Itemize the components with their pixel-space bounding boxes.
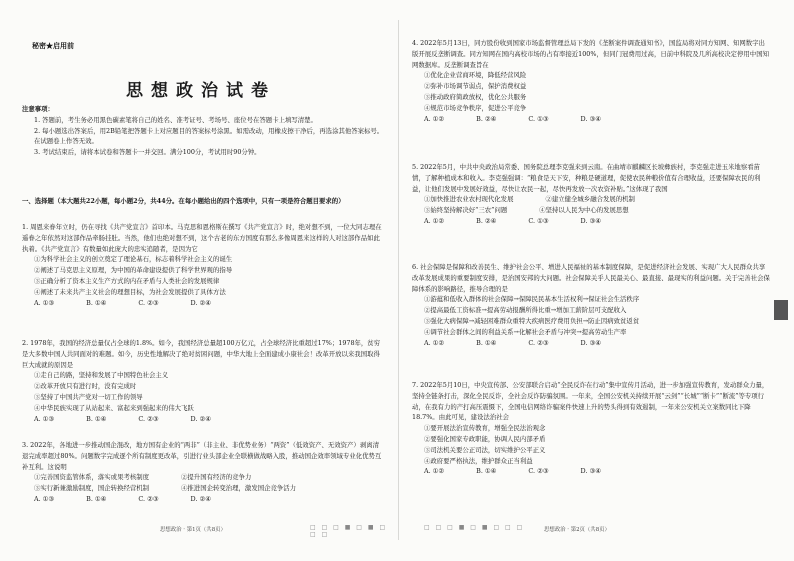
notice-item-3: 3. 考试结束后，请将本试卷和答题卡一并交回。满分100分，考试用时90分钟。	[34, 148, 261, 157]
notice-heading: 注意事项：	[22, 105, 54, 113]
q7-option-c[interactable]: C. ②③	[528, 467, 549, 476]
question-2	[22, 338, 384, 424]
page-fold-line	[398, 20, 399, 540]
footer-left: 思想政治 · 第1页（共8页）	[160, 527, 226, 533]
q1-option-b[interactable]: B. ①④	[86, 298, 107, 307]
q4-statement-3: ③推动政府简政放权，优化公共服务	[424, 92, 527, 101]
footer-right: 思想政治 · 第2页（共8页）	[544, 527, 610, 533]
q2-option-d[interactable]: D. ②④	[190, 414, 211, 423]
q5-stem: 5. 2022年5月，中共中央政治局常委、国务院总理李克强来到云南。在曲靖市麒麟区长坡彝族村，李克强走进玉米地察看苗情，了解种植成本和收入。李克强强调：“粮食是天下安，种粮是硬道理，促使农民种粮价值有合理收益，还要保障农民的利益，让他们发展中发展好效益，尽快让农民一起，尽快再发放一次农资补贴。”这体现了我国	[412, 163, 761, 193]
q4-option-c[interactable]: C. ①③	[528, 114, 549, 123]
q1-statement-1: ①为科学社会主义的创立奠定了理论基石，标志着科学社会主义的诞生	[34, 255, 233, 264]
q4-statement-4: ④规范市场竞争秩序，促进公平竞争	[424, 103, 527, 112]
question-1	[22, 222, 384, 308]
q2-statement-4: ④中华民族实现了从站起来、富起来到强起来的伟大飞跃	[34, 403, 194, 412]
q6-stem: 6. 社会保障是保障和改善民生、维护社会公平、增进人民福祉的基本制度保障，是促进经济社会发展、实现广大人民群众共享改革发展成果的重要制度安排，是治国安邦的大问题。社会保障关乎人民最关心、最直接、最现实的利益问题。关于完善社会保障体系的影响路径，推导合理的是	[412, 263, 770, 293]
q7-option-d[interactable]: D. ③④	[580, 467, 601, 476]
q4-statement-1: ①优化企业营商环境，降低经营风险	[424, 71, 527, 80]
notice-block	[22, 104, 384, 158]
q6-statement-3: ③强化大病保障→减轻困难群众重特大疾病医疗费用负担→防止因病致贫返贫	[424, 316, 640, 325]
q5-statement-3: ③始终坚持解决好“三农”问题	[424, 206, 508, 215]
q1-option-d[interactable]: D. ②④	[190, 298, 211, 307]
q6-option-c[interactable]: C. ②③	[528, 338, 549, 347]
q3-statement-3: ③实行新兼激励制度，国企转换经营机制	[34, 484, 150, 493]
q1-statement-2: ②阐述了马克思主义原理，为中国的革命建设提供了科学世界观的指导	[34, 266, 233, 275]
q2-option-a[interactable]: A. ①③	[34, 414, 55, 423]
q5-option-b[interactable]: B. ②④	[476, 216, 497, 225]
q4-options	[412, 114, 770, 125]
q1-option-c[interactable]: C. ②③	[138, 298, 159, 307]
q5-option-d[interactable]: D. ③④	[580, 216, 601, 225]
q5-statements-row-2	[412, 205, 770, 216]
q4-option-a[interactable]: A. ①②	[424, 114, 445, 123]
q7-statement-2: ②要强化国家专政职能，协调人民内部矛盾	[424, 434, 546, 443]
q1-statement-4: ④阐述了未来共产主义社会的理想目标，为社会发展提供了具体方法	[34, 287, 226, 296]
q3-statement-1: ①完善国资监管体系，落实或果考核制度	[34, 473, 150, 482]
q4-statement-2: ②弥补市场调节弱点，保护消费权益	[424, 82, 527, 91]
q1-options	[22, 298, 384, 309]
q3-statement-4: ④推进国企转变治理，激发国企竞争活力	[181, 484, 297, 493]
section-1	[22, 196, 384, 207]
q6-statement-2: ②提高最低工资标准→提高劳动报酬所得比重→增加工薪阶层可支配收入	[424, 306, 627, 315]
q2-stem: 2. 1978年，我国的经济总量仅占全球的1.8%。如今，我国经济总量超100万亿元，占全球经济比重超过17%；1978年，贫穷是大多数中国人共同面对的难题。如今，历史性地解决了绝对贫困问题，中华大地上全面建成小康社会！改革开放以来我国取得巨大成就的原因是	[22, 339, 381, 369]
q3-statements-row-1	[22, 472, 384, 483]
q3-option-a[interactable]: A. ①③	[34, 494, 55, 503]
secret-mark: 秘密★启用前	[32, 41, 74, 50]
q1-statement-3: ③正确分析了资本主义生产方式的内在矛盾与人类社会的发展规律	[34, 276, 220, 285]
q1-stem: 1. 周恩来眷年立时，仍在寻找《共产党宣言》首印本。马克思和恩格斯在撰写《共产党宣言》时，绝对想不到，一位大同志理在遥眷之年依然对这部作品牵肠挂肚。当然，他们也绝对想不到，这个古老的东方国度有那么多像周恩来这样的人对这部作品如此执着。《共产党宣言》有数量如此庞大的忠实追随者，是因为它	[22, 223, 382, 253]
q7-option-a[interactable]: A. ①②	[424, 467, 445, 476]
q7-statement-1: ①要开展法治宣传教育，增强全民法治观念	[424, 424, 546, 433]
q3-statements-row-2	[22, 483, 384, 494]
q3-option-c[interactable]: C. ②③	[138, 494, 159, 503]
q4-option-d[interactable]: D. ③④	[580, 114, 601, 123]
q7-options	[412, 466, 770, 477]
q6-option-a[interactable]: A. ①②	[424, 338, 445, 347]
q7-statement-3: ③司法机关要公正司法，切实维护公平正义	[424, 445, 546, 454]
q5-options	[412, 216, 770, 227]
exam-title: 思想政治试卷	[126, 81, 276, 101]
q5-statements-row-1	[412, 194, 770, 205]
question-4	[412, 38, 770, 124]
footer-boxes-left: □ □ □ ■ □ ■ □ □ □	[310, 524, 388, 538]
notice-item-1: 1. 答题前，考生务必用黑色碳素笔将自己的姓名、准考证号、考场号、座位号在答题卡上填写清楚。	[34, 115, 317, 124]
q6-options	[412, 338, 770, 349]
q3-statement-2: ②提升国有经济的竞争力	[181, 473, 252, 482]
q6-statement-4: ④调节社会群体之间的利益关系→化解社会矛盾与冲突→提高劳动生产率	[424, 327, 627, 336]
q4-stem: 4. 2022年5月13日，同方股份收到国家市场监督管理总局下发的《垄断案件调查通知书》，国监局将对同方知网、知网数字出版开展反垄断调查。同方知网在国内高校市场的占有率接近100%，但同门冠费用过高，日前中科院及几所高校决定停用中国知网数据库。反垄断调查旨在	[412, 39, 769, 69]
q7-stem: 7. 2022年5月10日，中央宣传部、公安部联合启动“全民反诈在行动”集中宣传月活动，进一步加强宣传教育，发动群众力量，坚持全链条打击，深化全民反诈，全社会反诈防骗氛围。一年来，全国公安机关持续开展“云剑”“长城”“断卡”“断流”等专项行动，在我有力的产打高压震慑下，全国电信网络诈骗案件快速上升的势头得到有效遏制，一年来公安机关立案数同比下降18.7%。由此可见，建设法治社会	[412, 381, 769, 422]
q3-option-b[interactable]: B. ①④	[86, 494, 107, 503]
q2-statement-1: ①走自己的路，坚持和发展了中国特色社会主义	[34, 371, 169, 380]
q6-option-b[interactable]: B. ①④	[476, 338, 497, 347]
q2-option-c[interactable]: C. ②③	[138, 414, 159, 423]
side-tab-marker	[774, 300, 788, 320]
q2-options	[22, 414, 384, 425]
q7-statement-4: ④政府要严格执法，维护群众正当利益	[424, 456, 533, 465]
q2-statement-3: ③坚持了中国共产党对一切工作的领导	[34, 392, 143, 401]
q5-statement-1: ①加快推进农业农村现代化发展	[424, 195, 514, 204]
q2-option-b[interactable]: B. ①④	[86, 414, 107, 423]
q5-option-a[interactable]: A. ①②	[424, 216, 445, 225]
footer-boxes-right: □ □ □ ■ □ ■ □ □ □	[424, 524, 525, 531]
q4-option-b[interactable]: B. ②④	[476, 114, 497, 123]
question-3	[22, 440, 384, 505]
section-1-heading: 一、选择题（本大题共22小题，每小题2分，共44分。在每小题给出的四个选项中，只有一项是符合题目要求的）	[22, 197, 345, 205]
q3-stem: 3. 2022年，各地进一步推动国企混改，地方国有企业的“两非”（非主业、非优势业务）“两资”（低效资产、无效资产）剥离清退完成率超过80%。问题数字完成逐个所有制度更改革，引进行业头部企业全联横做战略入股，推动国企效率领域专业化优势互补互利。这说明	[22, 441, 382, 471]
notice-item-2: 2. 每小题选出答案后，用2B铅笔把答题卡上对应题目的答案标号涂黑。如需改动，用橡皮擦干净后，再选涂其他答案标号。在试题卷上作答无效。	[34, 126, 384, 146]
q2-statement-2: ②改革开放只有进行时，没有完成时	[34, 382, 137, 391]
question-6	[412, 262, 770, 348]
question-7	[412, 380, 770, 477]
q3-option-d[interactable]: D. ②④	[190, 494, 211, 503]
q6-option-d[interactable]: D. ③④	[580, 338, 601, 347]
q7-option-b[interactable]: B. ①④	[476, 467, 497, 476]
q6-statement-1: ①游蕴和低收入群体的社会保障→保障民民基本生活权利→保证社会生活秩序	[424, 295, 640, 304]
q3-options	[22, 494, 384, 505]
q5-statement-4: ④坚持以人民为中心的发展思想	[539, 206, 629, 215]
q5-statement-2: ②建立健全城乡融合发展的机制	[545, 195, 635, 204]
q1-option-a[interactable]: A. ①③	[34, 298, 55, 307]
question-5	[412, 162, 770, 227]
q5-option-c[interactable]: C. ①③	[528, 216, 549, 225]
